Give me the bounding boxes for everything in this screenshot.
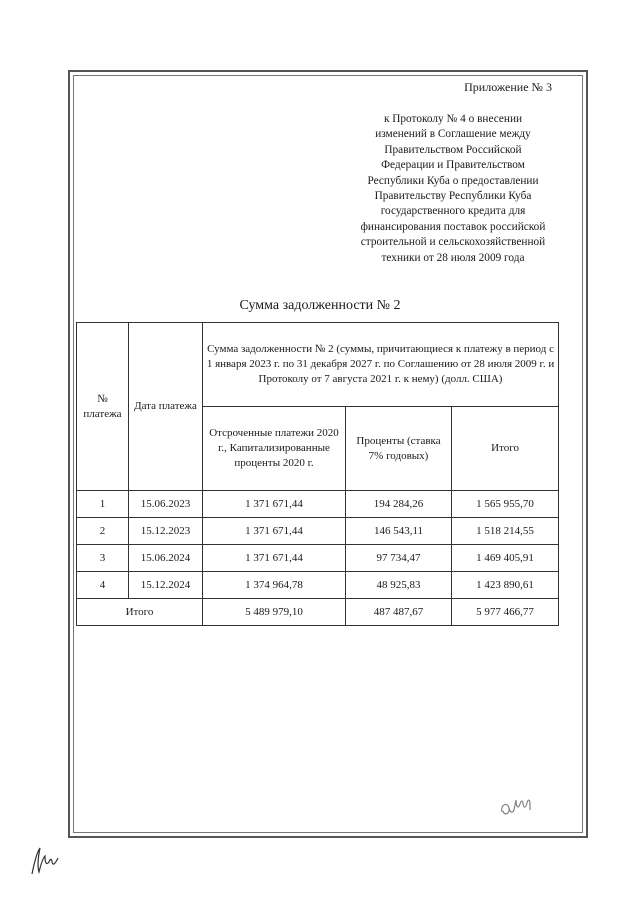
document-title: Сумма задолженности № 2 bbox=[239, 298, 401, 313]
table-row bbox=[77, 518, 559, 545]
debt-table bbox=[76, 322, 559, 626]
cell-deferred: 1 371 671,44 bbox=[203, 491, 346, 518]
total-interest: 487 487,67 bbox=[346, 599, 452, 626]
total-label: Итого bbox=[77, 599, 203, 626]
total-deferred: 5 489 979,10 bbox=[203, 599, 346, 626]
cell-no: 4 bbox=[77, 572, 129, 599]
cell-no: 3 bbox=[77, 545, 129, 572]
protocol-line: строительной и сельскохозяйственной bbox=[360, 236, 546, 249]
header-deferred: Отсроченные платежи 2020 г., Капитализированные проценты 2020 г. bbox=[203, 407, 346, 491]
cell-date: 15.06.2023 bbox=[129, 491, 203, 518]
cell-date: 15.12.2024 bbox=[129, 572, 203, 599]
cell-interest: 194 284,26 bbox=[346, 491, 452, 518]
initials-signature-icon bbox=[496, 790, 546, 826]
table-row bbox=[77, 491, 559, 518]
cell-interest: 97 734,47 bbox=[346, 545, 452, 572]
protocol-line: финансирования поставок российской bbox=[360, 220, 546, 233]
cell-total: 1 565 955,70 bbox=[452, 491, 559, 518]
header-group: Сумма задолженности № 2 (суммы, причитающиеся к платежу в период с 1 января 2023 г. по 31 декабря 2027 г. по Соглашению от 28 июля 2009 г. и Протоколу от 7 августа 2021 г. к нему) (долл. США) bbox=[203, 323, 559, 407]
total-row bbox=[77, 599, 559, 626]
protocol-line: Республики Куба о предоставлении bbox=[367, 174, 539, 187]
header-payment-no: № платежа bbox=[77, 323, 129, 491]
cell-interest: 146 543,11 bbox=[346, 518, 452, 545]
cell-date: 15.12.2023 bbox=[129, 518, 203, 545]
header-total: Итого bbox=[452, 407, 559, 491]
protocol-line: Правительству Республики Куба bbox=[374, 190, 532, 203]
table-row bbox=[77, 572, 559, 599]
protocol-line: изменений в Соглашение между bbox=[375, 128, 531, 141]
protocol-line: Федерации и Правительством bbox=[381, 159, 525, 172]
cell-no: 2 bbox=[77, 518, 129, 545]
table-row bbox=[77, 545, 559, 572]
protocol-line: техники от 28 июля 2009 года bbox=[381, 251, 525, 264]
protocol-reference bbox=[346, 112, 560, 266]
total-sum: 5 977 466,77 bbox=[452, 599, 559, 626]
appendix-label: Приложение № 3 bbox=[464, 80, 552, 94]
cell-deferred: 1 374 964,78 bbox=[203, 572, 346, 599]
header-date: Дата платежа bbox=[129, 323, 203, 491]
cell-total: 1 518 214,55 bbox=[452, 518, 559, 545]
protocol-line: государственного кредита для bbox=[380, 205, 526, 218]
cell-date: 15.06.2024 bbox=[129, 545, 203, 572]
cell-interest: 48 925,83 bbox=[346, 572, 452, 599]
handwritten-signature-icon bbox=[28, 844, 64, 878]
cell-total: 1 423 890,61 bbox=[452, 572, 559, 599]
protocol-line: Правительством Российской bbox=[384, 143, 522, 156]
cell-total: 1 469 405,91 bbox=[452, 545, 559, 572]
cell-no: 1 bbox=[77, 491, 129, 518]
protocol-line: к Протоколу № 4 о внесении bbox=[383, 113, 523, 125]
cell-deferred: 1 371 671,44 bbox=[203, 545, 346, 572]
header-interest: Проценты (ставка 7% годовых) bbox=[346, 407, 452, 491]
cell-deferred: 1 371 671,44 bbox=[203, 518, 346, 545]
